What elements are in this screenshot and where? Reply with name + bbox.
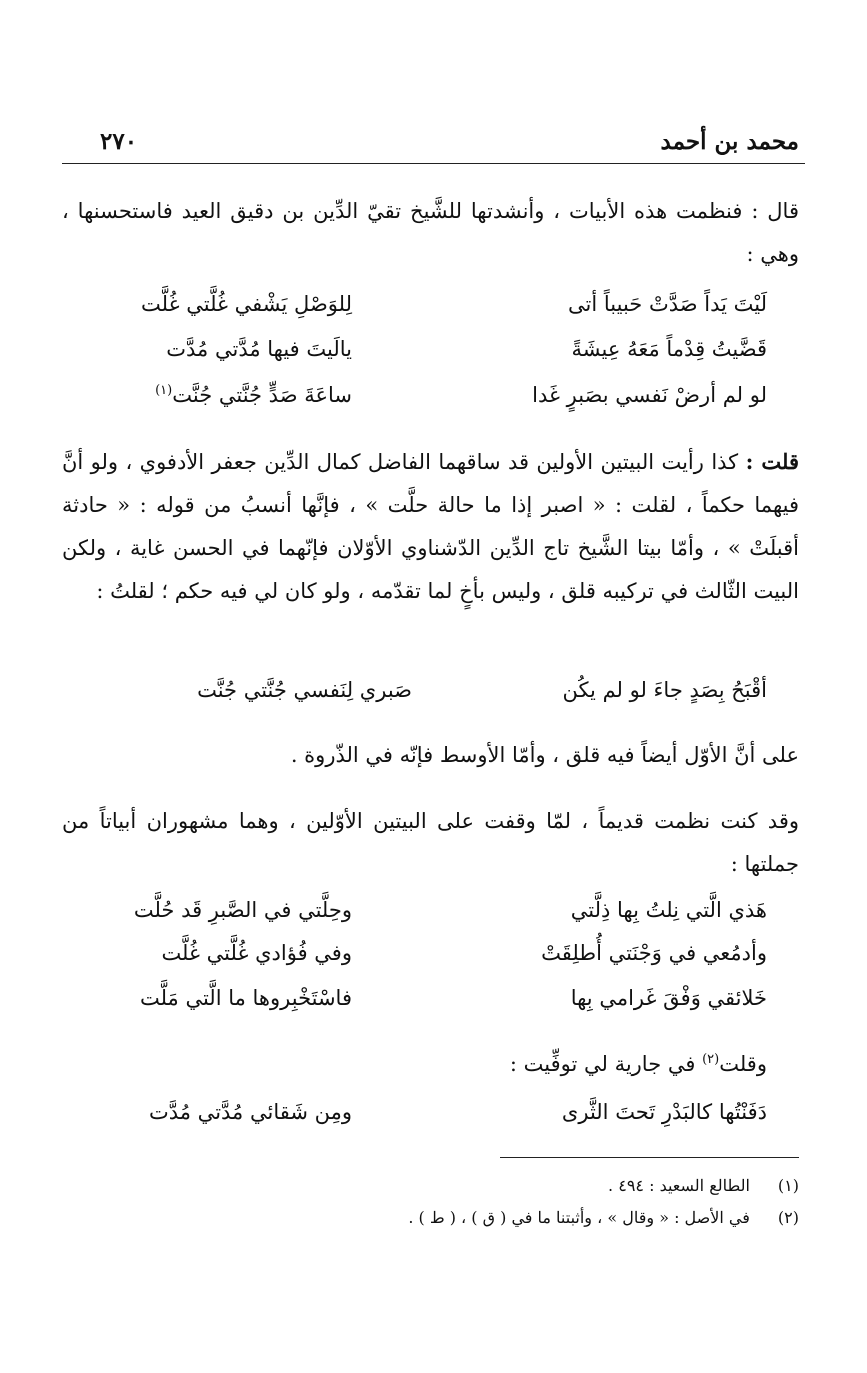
footnote-marker: (١) (155, 383, 173, 398)
verse-first-hemistich: خَلائقي وَفْقَ غَرامي بِها (570, 986, 767, 1010)
verse-second-hemistich: صَبري لِنَفسي جُنَّتي جُنَّت (197, 678, 412, 702)
header-rule (62, 163, 805, 164)
verse-first-hemistich: قَضَّيتُ قِدْماً مَعَهُ عِيشَةً (571, 337, 767, 361)
running-head (62, 128, 799, 162)
verse-first-hemistich: دَفَنْتُها كالبَدْرِ تَحتَ الثَّرى (561, 1100, 767, 1124)
footnote-marker: (٢) (702, 1052, 720, 1067)
elegy-intro-pre: وقلت (719, 1052, 767, 1076)
verse-line (96, 292, 767, 332)
paragraph-intro-text: قال : فنظمت هذه الأبيات ، وأنشدتها للشَّيخ تقيّ الدِّين بن دقيق العيد فاستحسنها ، وهي : (62, 199, 799, 266)
verse-line (96, 986, 767, 1026)
paragraph-intro (62, 190, 799, 276)
footnote-rule (500, 1157, 799, 1158)
verse-first-hemistich: لَيْتَ يَداً صَدَّتْ حَبيباً أتى (568, 292, 767, 316)
verse-line (96, 1100, 767, 1140)
commentary-lead: قلت : (745, 449, 799, 474)
verse-second-hemistich: وفي فُؤادي غُلَّتي غُلَّت (161, 941, 352, 965)
verse-first-hemistich: لو لم أرضْ نَفسي بصَبرٍ غَدا (532, 383, 767, 407)
running-head-title: محمد بن أحمد (660, 128, 799, 155)
paragraph-elegy-intro (62, 1043, 767, 1086)
verse-first-hemistich: وأدمُعي في وَجْنَتي أُطلِقَتْ (541, 941, 767, 965)
verse-line (96, 898, 767, 938)
verse-first-hemistich: أقْبَحُ بِصَدٍ جاءَ لو لم يكُن (562, 678, 767, 702)
paragraph-own-verses-intro (62, 800, 799, 886)
verse-line (96, 337, 767, 377)
verse-second-hemistich: لِلوَصْلِ يَشْفي غُلَّتي غُلَّت (141, 292, 352, 316)
verse-line (96, 678, 767, 718)
paragraph-remark (62, 734, 799, 777)
footnote-number: (٢) (777, 1208, 799, 1227)
own-verses-intro-text: وقد كنت نظمت قديماً ، لمّا وقفت على البيتين الأوّلين ، وهما مشهوران أبياتاً من جملتها : (62, 809, 799, 876)
verse-second-hemistich: يالَيتَ فيها مُدَّتي مُدَّت (166, 337, 352, 361)
commentary-text: كذا رأيت البيتين الأولين قد ساقهما الفاضل كمال الدِّين جعفر الأدفوي ، ولو أنَّ فيهما حكماً ، لقلت : « اصبر إذا ما حالة حلَّت » ، فإنَّها أنسبُ من قوله : « حادثة أقبلَتْ » ، وأمّا بيتا الشَّيخ تاج الدِّين الدّشناوي الأوّلان فإنّهما في الحسن غاية ، ولكن البيت الثّالث في تركيبه قلق ، وليس بأخٍ لما تقدّمه ، ولو كان لي فيه حكم ؛ لقلتُ : (62, 450, 799, 603)
paragraph-commentary (62, 440, 799, 613)
verse-first-hemistich: هَذي الَّتي نِلتُ بِها ذِلَّتي (570, 898, 767, 922)
footnote-number: (١) (777, 1176, 799, 1195)
verse-line (96, 941, 767, 981)
footnote (120, 1172, 799, 1200)
remark-text: على أنَّ الأوّل أيضاً فيه قلق ، وأمّا الأوسط فإنّه في الذّروة . (290, 743, 799, 767)
footnote-text: في الأصل : « وقال » ، وأثبتنا ما في ( ق ) ، ( ط ) . (408, 1208, 750, 1227)
verse-second-hemistich-text: ساعَةَ صَدٍّ جُنَّتي جُنَّت (172, 383, 352, 407)
verse-second-hemistich (155, 383, 352, 407)
verse-second-hemistich: وحِلَّتي في الصَّبرِ قَد حُلَّت (133, 898, 352, 922)
verse-line (96, 383, 767, 423)
page-number: ٢٧٠ (100, 128, 138, 155)
elegy-intro-post: في جارية لي توفِّيت : (509, 1052, 703, 1076)
footnote (120, 1204, 799, 1232)
footnote-text: الطالع السعيد : ٤٩٤ . (608, 1176, 750, 1195)
verse-second-hemistich: فاسْتَخْبِروها ما الَّتي مَلَّت (139, 986, 352, 1010)
verse-second-hemistich: ومِن شَقائي مُدَّتي مُدَّت (148, 1100, 352, 1124)
